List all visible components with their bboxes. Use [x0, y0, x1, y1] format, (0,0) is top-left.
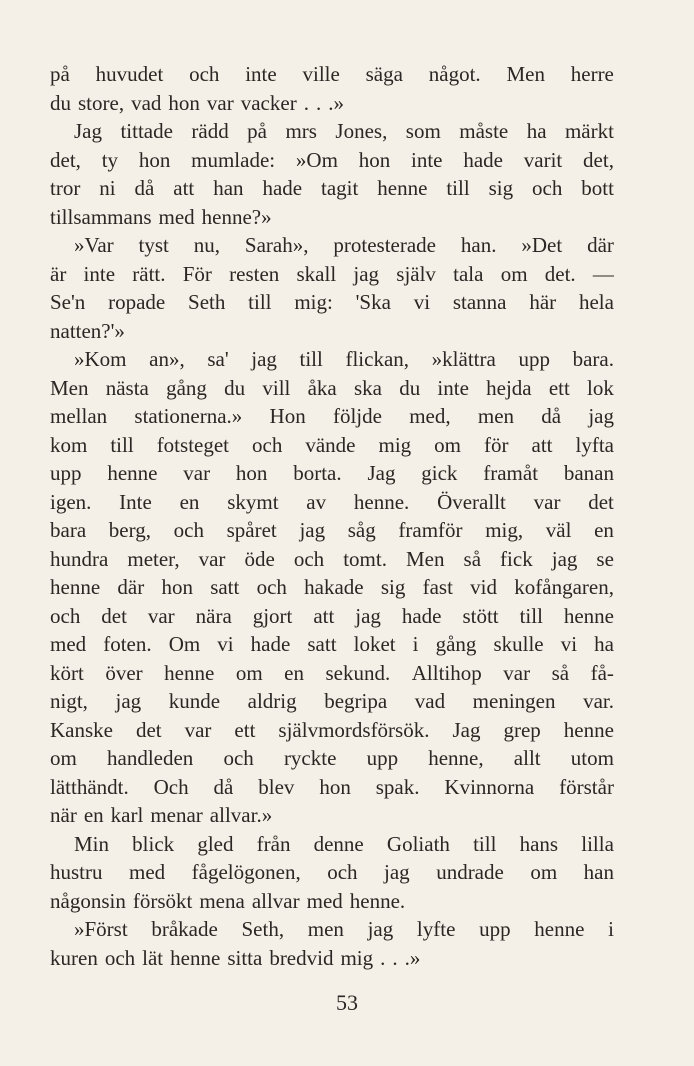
text-line: om handleden och ryckte upp henne, allt utom	[50, 746, 614, 770]
text-line: upp henne var hon borta. Jag gick framåt banan	[50, 461, 614, 485]
text-line: när en karl menar allvar.»	[50, 803, 273, 827]
text-line: du store, vad hon var vacker . . .»	[50, 90, 344, 115]
text-line: hustru med fågelögonen, och jag undrade om han	[50, 860, 614, 884]
text-line: Se'n ropade Seth till mig: 'Ska vi stanna här hela	[50, 290, 614, 314]
text-line: lätthändt. Och då blev hon spak. Kvinnorna förstår	[50, 774, 614, 799]
body-text	[50, 60, 614, 972]
page-number: 53	[336, 990, 358, 1015]
text-line: kom till fotsteget och vände mig om för att lyfta	[50, 432, 614, 457]
text-line: mellan stationerna.» Hon följde med, men då jag	[50, 404, 614, 428]
text-line: är inte rätt. För resten skall jag själv tala om det. —	[50, 261, 614, 286]
text-line: Jag tittade rädd på mrs Jones, som måste ha märkt	[74, 119, 614, 143]
text-line: tillsammans med henne?»	[50, 204, 272, 229]
text-line: och det var nära gjort att jag hade stött till henne	[50, 603, 614, 628]
text-line: »Var tyst nu, Sarah», protesterade han. »Det där	[74, 233, 614, 257]
text-line: natten?'»	[50, 318, 125, 343]
text-line: igen. Inte en skymt av henne. Överallt var det	[50, 489, 614, 514]
text-line: någonsin försökt mena allvar med henne.	[50, 888, 406, 913]
text-line: Men nästa gång du vill åka ska du inte hejda ett lok	[50, 375, 614, 400]
text-line: det, ty hon mumlade: »Om hon inte hade varit det,	[50, 147, 614, 172]
text-line: hundra meter, var öde och tomt. Men så fick jag se	[50, 546, 614, 571]
text-line: på huvudet och inte ville säga något. Men herre	[50, 62, 614, 86]
text-line: nigt, jag kunde aldrig begripa vad meningen var.	[50, 689, 614, 713]
text-line: Min blick gled från denne Goliath till hans lilla	[74, 831, 614, 856]
text-line: kört över henne om en sekund. Alltihop var så få-	[50, 660, 614, 685]
text-line: med foten. Om vi hade satt loket i gång skulle vi ha	[50, 632, 614, 656]
text-line: »Kom an», sa' jag till flickan, »klättra upp bara.	[74, 347, 614, 371]
text-line: Kanske det var ett självmordsförsök. Jag grep henne	[50, 717, 614, 742]
text-line: bara berg, och spåret jag såg framför mig, väl en	[50, 518, 614, 542]
text-line: tror ni då att han hade tagit henne till sig och bott	[50, 176, 614, 200]
text-line: kuren och lät henne sitta bredvid mig . . .»	[50, 945, 421, 970]
text-line: henne där hon satt och hakade sig fast vid kofångaren,	[50, 575, 614, 599]
text-line: »Först bråkade Seth, men jag lyfte upp henne i	[74, 917, 614, 941]
